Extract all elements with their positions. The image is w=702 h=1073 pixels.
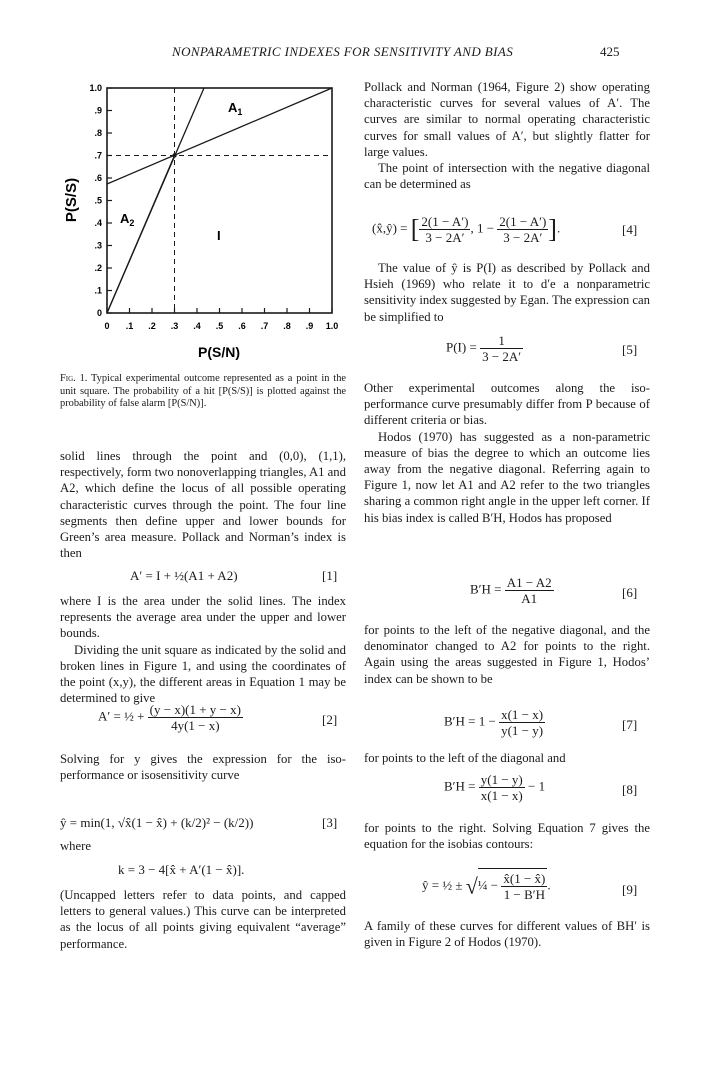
equation-8: B′H = $\frac{y(1 - y)}{x(1 - x)}$ − 1 <box>444 772 546 803</box>
x-tick-label: .8 <box>283 321 291 331</box>
x-tick-label: .1 <box>125 321 134 331</box>
right-column-block-7 <box>364 918 650 950</box>
x-tick-label: .4 <box>193 321 201 331</box>
right-paragraph-7: for points to the left of the diagonal and <box>364 751 566 765</box>
y-tick-label: .3 <box>94 240 102 251</box>
equation-1: A′ = I + ½(A1 + A2) <box>130 568 238 583</box>
caption-text: Typical experimental outcome represented as a point in the unit square. The probability of a hit [P(S/S)] is plotted against the probability of false alarm [P(S/N)]. <box>60 373 347 410</box>
region-label-a1: $A_1$ <box>228 100 243 117</box>
unit-square-plot <box>60 78 350 368</box>
y-tick-label: 0 <box>96 308 102 318</box>
right-paragraph-1: Pollack and Norman (1964, Figure 2) show operating characteristic curves for several values of A′. The curves are similar to normal operating characteristic curves for small values of A′, but slightly flatter for large values. <box>364 80 650 159</box>
x-tick-label: .7 <box>260 321 269 331</box>
equation-2-number: [2] <box>322 712 338 727</box>
data-point <box>172 153 176 157</box>
x-axis-title: P(S/N) <box>198 344 240 360</box>
where-line: where <box>60 839 91 853</box>
right-paragraph-3: The value of ŷ is P(I) as described by Pollack and Hsieh (1969) who relate it to d′e a nonparametric sensitivity index suggested by Egan. The expression can be simplified to <box>364 261 650 324</box>
left-column-block-2 <box>60 593 346 706</box>
right-column-block-4 <box>364 622 650 687</box>
equation-2: A′ = ½ + $\frac{(y - x)(1 + y - x)}{4y(1 - x)}$ <box>98 702 241 733</box>
y-tick-label: .5 <box>94 195 102 206</box>
left-column-block-4 <box>60 887 346 952</box>
caption-label: Fig. 1. <box>60 373 88 384</box>
equation-5: P(I) = $\frac{1}{3 - 2A'}$ <box>446 333 522 364</box>
x-tick-label: .2 <box>148 321 156 331</box>
x-tick-label: .5 <box>215 321 224 331</box>
page-header <box>0 44 702 64</box>
figure-1 <box>60 78 350 373</box>
plot-frame <box>107 88 332 313</box>
region-label-a2: $A_2$ <box>120 211 135 228</box>
figure-caption <box>60 373 346 411</box>
y-tick-label: .4 <box>94 218 102 228</box>
equation-9-number: [9] <box>622 882 638 897</box>
left-paragraph-2: where I is the area under the solid lines. The index represents the average area under the upper and lower bounds. <box>60 594 346 641</box>
left-paragraph-5: (Uncapped letters refer to data points, and capped letters to general values.) This curve can be interpreted as the locus of all points giving equivalent “average” performance. <box>60 888 346 951</box>
page-number: 425 <box>600 44 620 59</box>
y-tick-label: .7 <box>94 150 102 161</box>
line-point-to-one-one <box>107 88 332 184</box>
equation-k: k = 3 − 4[x̂ + A′(1 − x̂)]. <box>118 862 245 877</box>
right-paragraph-6: for points to the left of the negative diagonal, and the denominator changed to A2 for points to the right. Again using the areas suggested in Figure 1, Hodos’ index can be shown to be <box>364 623 650 686</box>
left-column-block-3 <box>60 751 346 783</box>
x-tick-label: .9 <box>305 321 314 331</box>
y-tick-label: .1 <box>94 285 102 296</box>
equation-3-number: [3] <box>322 815 338 830</box>
y-tick-label: .2 <box>94 263 102 273</box>
right-column-block-3 <box>364 380 650 526</box>
y-tick-label: .9 <box>94 105 102 116</box>
equation-1-number: [1] <box>322 568 338 583</box>
right-paragraph-9: A family of these curves for different values of BH′ is given in Figure 2 of Hodos (1970). <box>364 919 650 950</box>
left-column-block-1 <box>60 448 346 561</box>
right-paragraph-4: Other experimental outcomes along the iso-performance curve presumably differ from P because of different criteria or bias. <box>364 381 650 428</box>
right-column-block-1 <box>364 79 650 192</box>
right-column-block-6 <box>364 820 650 852</box>
equation-9: ŷ = ½ ± √¼ − $\frac{x̂(1 - x̂)}{1 - B'H}$ . <box>422 868 551 902</box>
equation-3: ŷ = min(1, √x̂(1 − x̂) + (k/2)² − (k/2)) <box>60 815 254 830</box>
equation-4: (x̂,ŷ) = [ $\frac{2(1 - A')}{3 - 2A'}$ , 1 − $\frac{2(1 - A')}{3 - 2A'}$ ]. <box>372 214 561 245</box>
y-tick-label: .6 <box>94 173 102 183</box>
running-title: NONPARAMETRIC INDEXES FOR SENSITIVITY AND BIAS <box>172 44 514 59</box>
y-tick-label: 1.0 <box>89 83 102 93</box>
region-label-i: I <box>217 228 221 243</box>
x-tick-label: 1.0 <box>325 321 339 331</box>
right-column-block-5 <box>364 750 650 766</box>
right-paragraph-2: The point of intersection with the negative diagonal can be determined as <box>364 161 650 192</box>
x-tick-label: 0 <box>104 321 110 331</box>
left-paragraph-3: Dividing the unit square as indicated by the solid and broken lines in Figure 1, and using the coordinates of the point (x,y), the different areas in Equation 1 may be determined to give <box>60 642 346 706</box>
equation-6: B′H = $\frac{A1 - A2}{A1}$ <box>470 575 552 606</box>
right-paragraph-8: for points to the right. Solving Equation 7 gives the equation for the isobias contours: <box>364 821 650 852</box>
equation-6-number: [6] <box>622 585 638 600</box>
right-column-block-2 <box>364 260 650 325</box>
equation-4-number: [4] <box>622 222 638 237</box>
y-tick-label: .8 <box>94 128 102 138</box>
right-paragraph-5: Hodos (1970) has suggested as a non-parametric measure of bias the degree to which an outcome lies away from the negative diagonal. Referring again to Figure 1, now let A1 and A2 refer to the two triangles sharing a common right angle in the upper left corner. If his bias index is called B′H, Hodos has proposed <box>364 429 650 525</box>
equation-8-number: [8] <box>622 782 638 797</box>
x-tick-label: .3 <box>170 321 179 331</box>
x-tick-label: .6 <box>238 321 246 331</box>
left-paragraph-4: Solving for y gives the expression for the iso-performance or isosensitivity curve <box>60 752 346 783</box>
equation-7-number: [7] <box>622 717 638 732</box>
equation-7: B′H = 1 − $\frac{x(1 - x)}{y(1 - y)}$ <box>444 707 544 738</box>
left-paragraph-1: solid lines through the point and (0,0), (1,1), respectively, form two nonoverlapping triangles, A1 and A2, which define the locus of all possible operating characteristic curves through the point. The four line segments then define upper and lower bounds for Green’s area measure. Pollack and Norman’s index is then <box>60 449 346 561</box>
y-axis-title: P(S/S) <box>63 177 80 223</box>
equation-5-number: [5] <box>622 342 638 357</box>
axis-ticks <box>89 83 338 331</box>
